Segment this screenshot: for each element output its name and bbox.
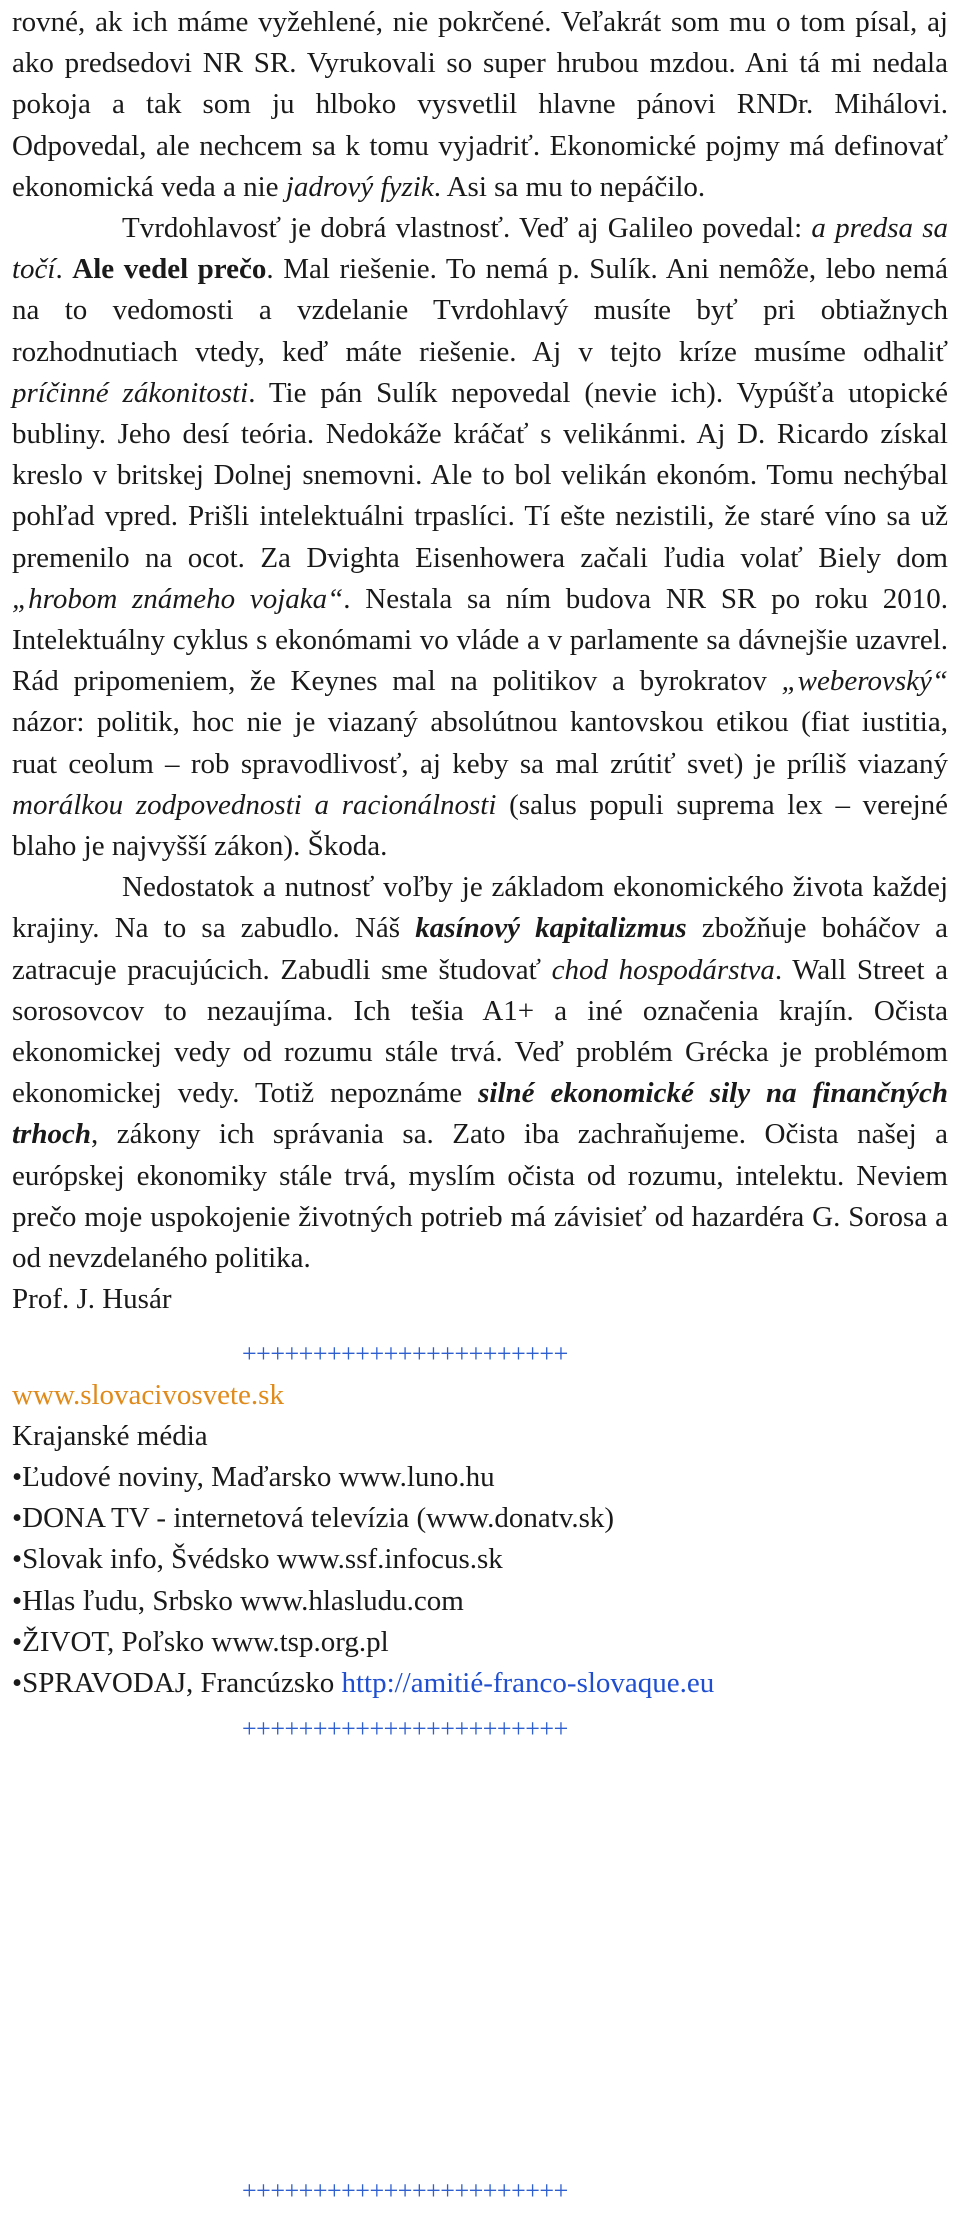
text: . Mal riešenie. To nemá p. Sulík. Ani nemôže, lebo nemá na to vedomosti a vzdelanie Tvrdohlavý musíte byť pri obtiažnych rozhodnutiach vtedy, keď máte riešenie. Aj v tejto kríze musíme odhaliť — [12, 253, 948, 368]
italic-text: jadrový fyzik — [285, 170, 434, 203]
text: (salus populi suprema lex – verejné blaho je najvyšší zákon). Škoda. — [12, 788, 948, 863]
text: Tvrdohlavosť je dobrá vlastnosť. Veď aj Galileo povedal: — [122, 212, 812, 245]
separator-line: +++++++++++++++++++++++ — [242, 1338, 568, 1368]
italic-text: chod hospodárstva — [551, 953, 775, 986]
site-link[interactable]: www.slovacivosvete.sk — [12, 1378, 284, 1411]
text: . Asi sa mu to nepáčilo. — [433, 170, 706, 203]
text: . — [55, 253, 73, 286]
paragraph-2 — [12, 208, 948, 867]
media-item-link[interactable]: http://amitié-franco-slovaque.eu — [341, 1666, 715, 1699]
bold-text: Ale vedel prečo — [72, 253, 267, 286]
paragraph-1 — [12, 2, 948, 208]
separator-line: +++++++++++++++++++++++ — [242, 1714, 568, 1744]
media-item: •ŽIVOT, Poľsko www.tsp.org.pl — [12, 1625, 389, 1658]
text: zbožňuje boháčov a zatracuje pracujúcich. Zabudli sme študovať — [12, 912, 948, 986]
text: . Tie pán Sulík nepovedal (nevie ich). Vypúšťa utopické bubliny. Jeho desí teória. Nedokáže kráčať s velikánmi. Aj D. Ricardo získal kreslo v britskej Dolnej snemovni. Ale to bol velikán ekonóm. Tomu nechýbal pohľad vpred. Prišli intelektuálni trpaslíci. Tí ešte nezistili, že staré víno sa už premenilo na ocot. Za Dvighta Eisenhowera začali ľudia volať Biely dom — [12, 376, 948, 574]
italic-text: morálkou zodpovednosti a racionálnosti — [12, 788, 497, 821]
media-item-label: •SPRAVODAJ, Francúzsko — [12, 1666, 342, 1699]
media-heading: Krajanské média — [12, 1419, 208, 1452]
paragraph-3 — [12, 867, 948, 1279]
media-item: •Hlas ľudu, Srbsko www.hlasludu.com — [12, 1584, 464, 1617]
media-item: •Ľudové noviny, Maďarsko www.luno.hu — [12, 1460, 495, 1493]
text: , zákony ich správania sa. Zato iba zachraňujeme. Očista našej a európskej ekonomiky stále trvá, myslím očista od rozumu, intelektu. Neviem prečo moje uspokojenie životných potrieb má závisieť od hazardéra G. Sorosa a od nevzdelaného politika. — [12, 1118, 948, 1275]
italic-text: „weberovský“ — [781, 665, 948, 698]
separator-line: +++++++++++++++++++++++ — [242, 2176, 568, 2205]
bold-italic-text: kasínový kapitalizmus — [415, 912, 687, 945]
text: . Nestala sa ním budova NR SR po roku 2010. Intelektuálny cyklus s ekonómami vo vláde a v parlamente sa dávnejšie uzavrel. Rád pripomeniem, že Keynes mal na politikov a byrokratov — [12, 582, 948, 698]
signature: Prof. J. Husár — [12, 1283, 172, 1316]
italic-text: a predsa sa točí — [12, 212, 948, 286]
text: názor: politik, hoc nie je viazaný absolútnou kantovskou etikou (fiat iustitia, ruat ceolum – rob spravodlivosť, aj keby sa mal zrútiť svet) je príliš viazaný — [12, 706, 948, 780]
media-item: •DONA TV - internetová televízia (www.donatv.sk) — [12, 1502, 615, 1535]
document-page — [0, 2, 960, 2225]
text: Nedostatok a nutnosť voľby je základom ekonomického života každej krajiny. Na to sa zabudlo. Náš — [12, 871, 948, 945]
footer-links — [12, 1375, 948, 1705]
text: rovné, ak ich máme vyžehlené, nie pokrčené. Veľakrát som mu o tom písal, aj ako predsedovi NR SR. Vyrukovali so super hrubou mzdou. Ani tá mi nedala pokoja a tak som ju hlboko vysvetlil hlavne pánovi RNDr. Mihálovi. Odpovedal, ale nechcem sa k tomu vyjadriť. Ekonomické pojmy má definovať ekonomická veda a nie — [12, 6, 948, 203]
text: . Wall Street a sorosovcov to nezaujíma. Ich tešia A1+ a iné označenia krajín. Očista ekonomickej vedy od rozumu stále trvá. Veď problém Grécka je problémom ekonomickej vedy. Totiž nepoznáme — [12, 953, 948, 1110]
italic-text: príčinné zákonitosti — [12, 376, 249, 409]
media-item: •Slovak info, Švédsko www.ssf.infocus.sk — [12, 1543, 503, 1576]
bold-italic-text: silné ekonomické sily na finančných trhoch — [12, 1077, 948, 1151]
italic-text: „hrobom známeho vojaka“ — [12, 582, 344, 615]
media-item — [12, 1663, 948, 1704]
